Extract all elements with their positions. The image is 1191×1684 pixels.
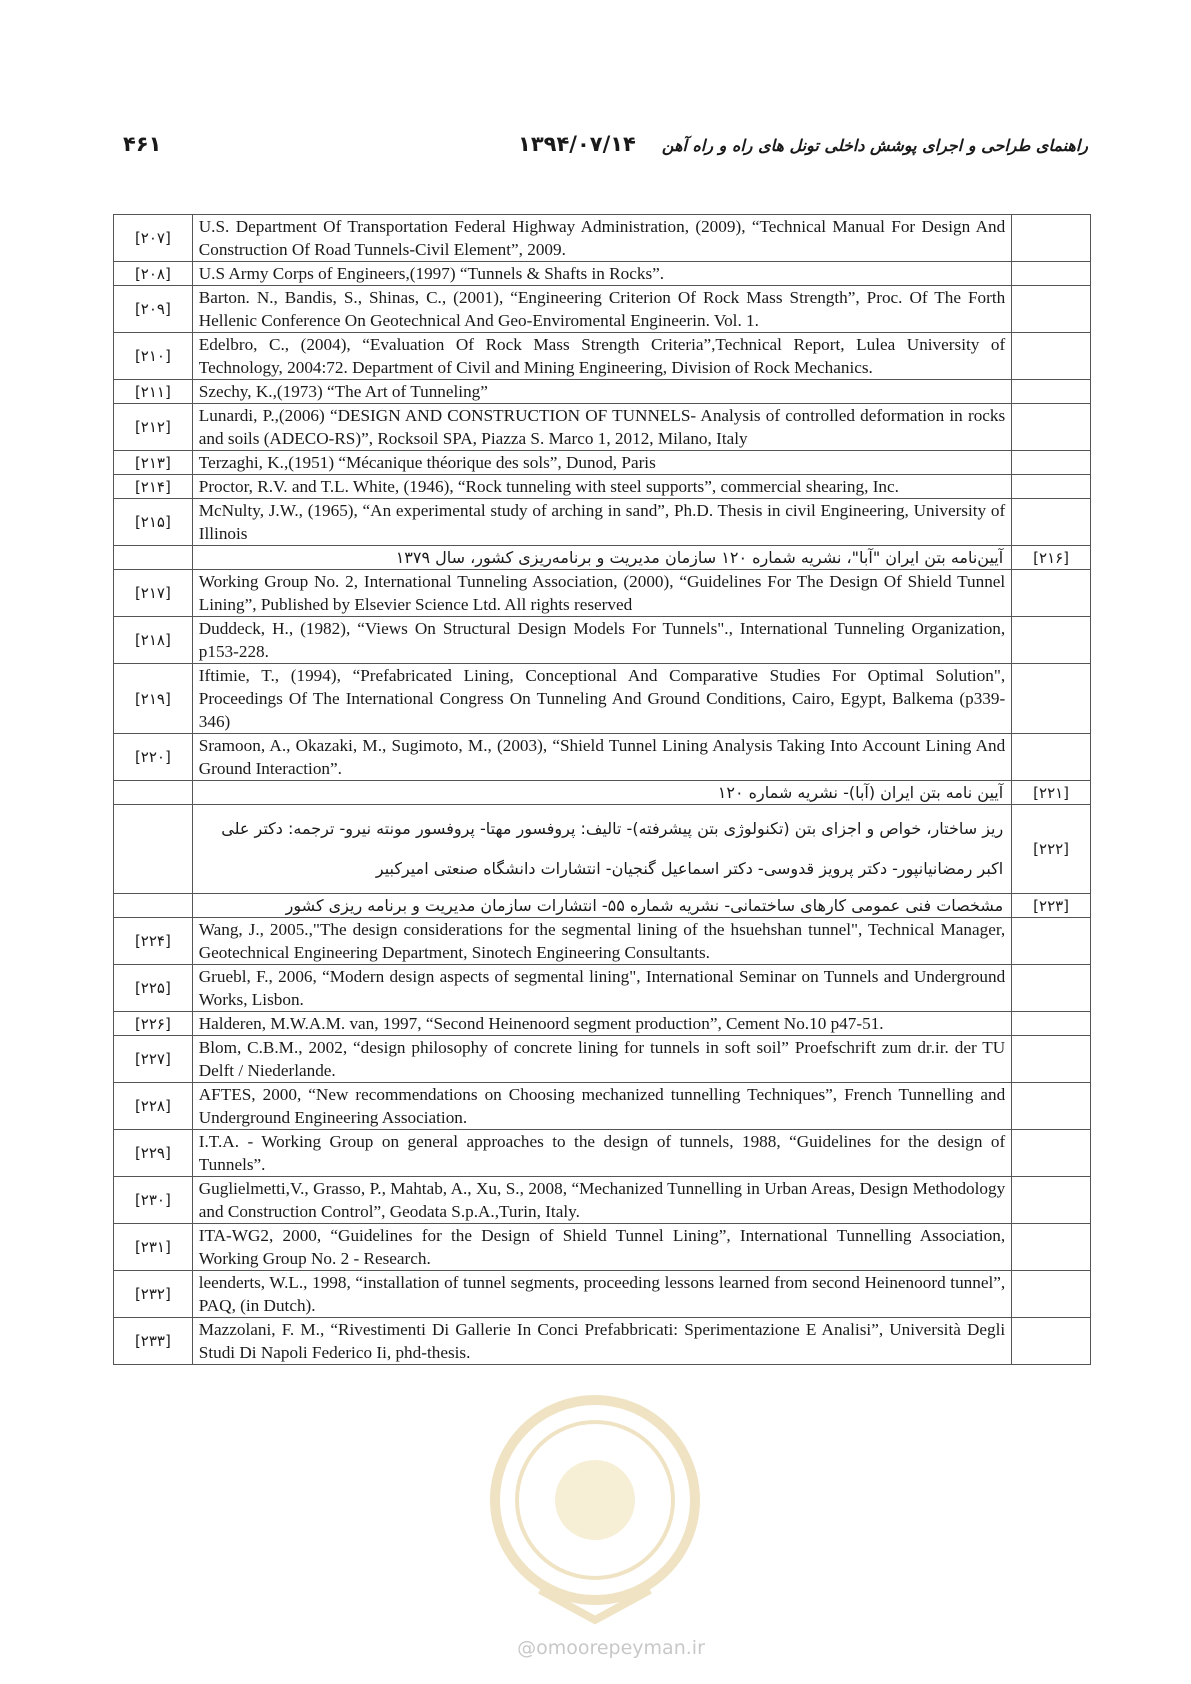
reference-number: [۲۱۱] [114, 380, 193, 404]
reference-number: [۲۱۷] [114, 570, 193, 617]
reference-empty-cell [1012, 1271, 1091, 1318]
reference-text: AFTES, 2000, “New recommendations on Choosing mechanized tunnelling Techniques”, French Tunnelling and Underground Engineering Association. [192, 1083, 1011, 1130]
reference-text: آیین نامه بتن ایران (آبا)- نشریه شماره ۱۲۰ [192, 781, 1011, 805]
reference-number: [۲۰۸] [114, 262, 193, 286]
reference-row [114, 1130, 1091, 1177]
reference-text: Sramoon, A., Okazaki, M., Sugimoto, M., (2003), “Shield Tunnel Lining Analysis Taking Into Account Lining And Ground Interaction”. [192, 734, 1011, 781]
reference-text: Working Group No. 2, International Tunneling Association, (2000), “Guidelines For The Design Of Shield Tunnel Lining”, Published by Elsevier Science Ltd. All rights reserved [192, 570, 1011, 617]
reference-empty-cell [1012, 215, 1091, 262]
reference-number: [۲۳۲] [114, 1271, 193, 1318]
reference-text: مشخصات فنی عمومی کارهای ساختمانی- نشریه شماره ۵۵- انتشارات سازمان مدیریت و برنامه ریزی کشور [192, 894, 1011, 918]
reference-empty-cell [1012, 1036, 1091, 1083]
page-header [113, 128, 1088, 168]
reference-row [114, 965, 1091, 1012]
reference-text: Duddeck, H., (1982), “Views On Structural Design Models For Tunnels"., International Tunneling Organization, p153-228. [192, 617, 1011, 664]
reference-text: Mazzolani, F. M., “Rivestimenti Di Gallerie In Conci Prefabbricati: Sperimentazione E Analisi”, Università Degli Studi Di Napoli Federico Ii, phd-thesis. [192, 1318, 1011, 1365]
reference-number: [۲۰۹] [114, 286, 193, 333]
reference-empty-cell [1012, 262, 1091, 286]
reference-empty-cell [1012, 333, 1091, 380]
reference-number: [۲۲۰] [114, 734, 193, 781]
reference-text: Guglielmetti,V., Grasso, P., Mahtab, A., Xu, S., 2008, “Mechanized Tunnelling in Urban Areas, Design Methodology and Construction Control”, Geodata S.p.A.,Turin, Italy. [192, 1177, 1011, 1224]
reference-empty-cell [1012, 617, 1091, 664]
reference-empty-cell [1012, 734, 1091, 781]
reference-text: U.S. Department Of Transportation Federal Highway Administration, (2009), “Technical Manual For Design And Construction Of Road Tunnels-Civil Element”, 2009. [192, 215, 1011, 262]
reference-empty-cell [1012, 286, 1091, 333]
reference-row [114, 894, 1091, 918]
reference-number: [۲۱۳] [114, 451, 193, 475]
reference-row [114, 215, 1091, 262]
reference-number: [۲۱۹] [114, 664, 193, 734]
reference-empty-cell [1012, 1224, 1091, 1271]
reference-empty-cell [114, 894, 193, 918]
reference-empty-cell [1012, 380, 1091, 404]
reference-text: Wang, J., 2005.,"The design considerations for the segmental lining of the hsuehshan tunnel", Technical Manager, Geotechnical Engineering Department, Sinotech Engineering Consultants. [192, 918, 1011, 965]
reference-empty-cell [1012, 570, 1091, 617]
reference-row [114, 499, 1091, 546]
reference-empty-cell [1012, 451, 1091, 475]
reference-number: [۲۳۳] [114, 1318, 193, 1365]
reference-row [114, 404, 1091, 451]
reference-row [114, 1083, 1091, 1130]
reference-number: [۲۲۸] [114, 1083, 193, 1130]
reference-number: [۲۱۴] [114, 475, 193, 499]
page-number: ۴۶۱ [123, 132, 162, 156]
reference-empty-cell [114, 781, 193, 805]
reference-number: [۲۳۱] [114, 1224, 193, 1271]
reference-number: [۲۳۰] [114, 1177, 193, 1224]
reference-text: Szechy, K.,(1973) “The Art of Tunneling” [192, 380, 1011, 404]
reference-row [114, 451, 1091, 475]
reference-number: [۲۲۵] [114, 965, 193, 1012]
reference-text: U.S Army Corps of Engineers,(1997) “Tunnels & Shafts in Rocks”. [192, 262, 1011, 286]
reference-text: Blom, C.B.M., 2002, “design philosophy of concrete lining for tunnels in soft soil” Proefschrift zum dr.ir. der TU Delft / Niederlande. [192, 1036, 1011, 1083]
reference-number: [۲۰۷] [114, 215, 193, 262]
reference-row [114, 546, 1091, 570]
reference-text: Lunardi, P.,(2006) “DESIGN AND CONSTRUCTION OF TUNNELS- Analysis of controlled deformation in rocks and soils (ADECO-RS)”, Rocksoil SPA, Piazza S. Marco 1, 2012, Milano, Italy [192, 404, 1011, 451]
reference-text: Edelbro, C., (2004), “Evaluation Of Rock Mass Strength Criteria”,Technical Report, Lulea University of Technology, 2004:72. Department of Civil and Mining Engineering, Division of Rock Mechanics. [192, 333, 1011, 380]
reference-row [114, 918, 1091, 965]
reference-empty-cell [1012, 918, 1091, 965]
reference-number: [۲۲۷] [114, 1036, 193, 1083]
reference-row [114, 664, 1091, 734]
reference-number: [۲۱۵] [114, 499, 193, 546]
reference-number: [۲۱۶] [1012, 546, 1091, 570]
reference-row [114, 1224, 1091, 1271]
reference-row [114, 1012, 1091, 1036]
reference-row [114, 781, 1091, 805]
reference-empty-cell [1012, 1130, 1091, 1177]
reference-number: [۲۲۳] [1012, 894, 1091, 918]
reference-row [114, 805, 1091, 894]
reference-text: ITA-WG2, 2000, “Guidelines for the Design of Shield Tunnel Lining”, International Tunnelling Association, Working Group No. 2 - Research. [192, 1224, 1011, 1271]
reference-empty-cell [1012, 499, 1091, 546]
reference-empty-cell [1012, 1177, 1091, 1224]
reference-empty-cell [114, 546, 193, 570]
reference-text: Gruebl, F., 2006, “Modern design aspects of segmental lining", International Seminar on Tunnels and Underground Works, Lisbon. [192, 965, 1011, 1012]
reference-empty-cell [1012, 475, 1091, 499]
reference-row [114, 1271, 1091, 1318]
reference-text: Terzaghi, K.,(1951) “Mécanique théorique des sols”, Dunod, Paris [192, 451, 1011, 475]
reference-number: [۲۲۱] [1012, 781, 1091, 805]
reference-row [114, 1318, 1091, 1365]
reference-number: [۲۱۲] [114, 404, 193, 451]
reference-empty-cell [1012, 664, 1091, 734]
reference-row [114, 262, 1091, 286]
references-table [113, 214, 1091, 1365]
reference-text: ریز ساختار، خواص و اجزای بتن (تکنولوژی بتن پیشرفته)- تالیف: پروفسور مهتا- پروفسور مونته نیرو- ترجمه: دکتر علی اکبر رمضانیانپور- دکتر پرویز قدوسی- دکتر اسماعیل گنجیان- انتشارات دانشگاه صنعتی امیرکبیر [192, 805, 1011, 894]
watermark-seal-icon [480, 1385, 710, 1635]
watermark-text: @omoorepeyman.ir [517, 1637, 705, 1659]
reference-text: Halderen, M.W.A.M. van, 1997, “Second Heinenoord segment production”, Cement No.10 p47-51. [192, 1012, 1011, 1036]
reference-text: I.T.A. - Working Group on general approaches to the design of tunnels, 1988, “Guidelines for the design of Tunnels”. [192, 1130, 1011, 1177]
reference-number: [۲۲۴] [114, 918, 193, 965]
reference-text: Proctor, R.V. and T.L. White, (1946), “Rock tunneling with steel supports”, commercial shearing, Inc. [192, 475, 1011, 499]
book-title: راهنمای طراحی و اجرای پوشش داخلی تونل های راه و راه آهن [661, 136, 1088, 155]
reference-text: آیین‌نامه بتن ایران "آبا"، نشریه شماره ۱۲۰ سازمان مدیریت و برنامه‌ریزی کشور، سال ۱۳۷۹ [192, 546, 1011, 570]
reference-text: Iftimie, T., (1994), “Prefabricated Lining, Conceptional And Comparative Studies For Optimal Solution", Proceedings Of The International Congress On Tunneling And Ground Conditions, Cairo, Egypt, Balkema (p339-346) [192, 664, 1011, 734]
reference-row [114, 1036, 1091, 1083]
reference-empty-cell [1012, 965, 1091, 1012]
reference-row [114, 570, 1091, 617]
reference-empty-cell [1012, 1318, 1091, 1365]
reference-empty-cell [114, 805, 193, 894]
reference-number: [۲۱۰] [114, 333, 193, 380]
reference-empty-cell [1012, 404, 1091, 451]
reference-number: [۲۲۹] [114, 1130, 193, 1177]
reference-row [114, 286, 1091, 333]
reference-empty-cell [1012, 1012, 1091, 1036]
header-date: ۱۳۹۴/۰۷/۱۴ [518, 132, 636, 156]
reference-row [114, 333, 1091, 380]
reference-number: [۲۱۸] [114, 617, 193, 664]
reference-empty-cell [1012, 1083, 1091, 1130]
reference-row [114, 734, 1091, 781]
reference-row [114, 475, 1091, 499]
reference-number: [۲۲۶] [114, 1012, 193, 1036]
reference-text: McNulty, J.W., (1965), “An experimental study of arching in sand”, Ph.D. Thesis in civil Engineering, University of Illinois [192, 499, 1011, 546]
reference-number: [۲۲۲] [1012, 805, 1091, 894]
reference-row [114, 1177, 1091, 1224]
reference-text: leenderts, W.L., 1998, “installation of tunnel segments, proceeding lessons learned from second Heinenoord tunnel”, PAQ, (in Dutch). [192, 1271, 1011, 1318]
reference-row [114, 380, 1091, 404]
reference-row [114, 617, 1091, 664]
reference-text: Barton. N., Bandis, S., Shinas, C., (2001), “Engineering Criterion Of Rock Mass Strength”, Proc. Of The Forth Hellenic Conference On Geotechnical And Geo-Enviromental Engineerin. Vol. 1. [192, 286, 1011, 333]
